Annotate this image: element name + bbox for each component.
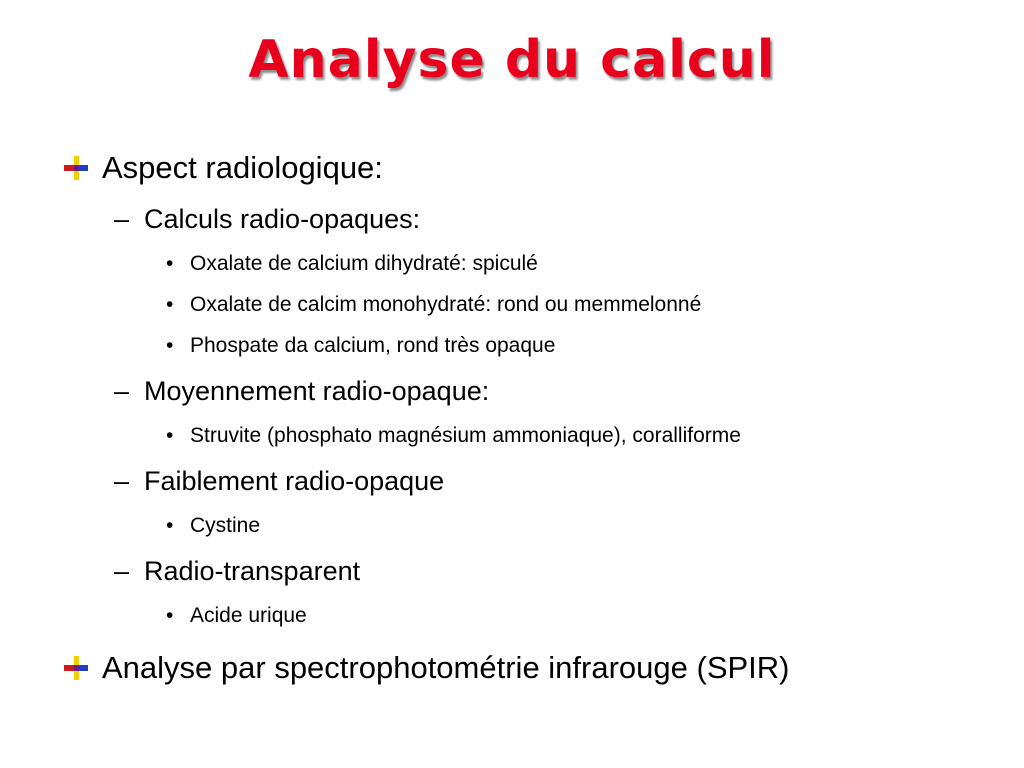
dash-marker: – xyxy=(114,466,130,496)
dot-marker: • xyxy=(166,424,174,447)
dash-marker: – xyxy=(114,204,130,234)
cross-bullet-icon xyxy=(62,154,90,182)
detail-item-phospate xyxy=(166,333,555,359)
sub-item-calculs-radio-opaques xyxy=(114,203,420,235)
bullet-analyse-spir xyxy=(62,650,790,686)
detail-item-oxalate-monohydrate xyxy=(166,292,701,318)
slide-title: Analyse du calcul xyxy=(248,30,776,90)
detail-text: Cystine xyxy=(190,514,261,537)
detail-item-struvite xyxy=(166,423,741,449)
dot-marker: • xyxy=(166,604,174,627)
detail-item-acide-urique xyxy=(166,603,307,629)
sub-item-faiblement-radio-opaque xyxy=(114,465,444,497)
dash-marker: – xyxy=(114,376,130,406)
dot-marker: • xyxy=(166,252,174,275)
detail-item-oxalate-dihydrate xyxy=(166,251,538,277)
detail-text: Oxalate de calcium dihydraté: spiculé xyxy=(190,252,538,275)
detail-text: Struvite (phosphato magnésium ammoniaque), coralliforme xyxy=(190,424,741,447)
detail-text: Oxalate de calcim monohydraté: rond ou memmelonné xyxy=(190,293,702,316)
sub-item-radio-transparent xyxy=(114,555,360,587)
cross-bullet-icon xyxy=(62,654,90,682)
detail-text: Acide urique xyxy=(190,604,307,627)
sub-item-text: Radio-transparent xyxy=(144,556,361,586)
bullet-text: Aspect radiologique: xyxy=(102,150,383,185)
dot-marker: • xyxy=(166,293,174,316)
sub-item-text: Faiblement radio-opaque xyxy=(144,466,445,496)
detail-item-cystine xyxy=(166,513,260,539)
dash-marker: – xyxy=(114,556,130,586)
detail-text: Phospate da calcium, rond très opaque xyxy=(190,334,556,357)
sub-item-moyennement-radio-opaque xyxy=(114,375,489,407)
dot-marker: • xyxy=(166,514,174,537)
bullet-text: Analyse par spectrophotométrie infrarouge (SPIR) xyxy=(102,650,790,685)
bullet-aspect-radiologique xyxy=(62,150,383,186)
dot-marker: • xyxy=(166,334,174,357)
sub-item-text: Calculs radio-opaques: xyxy=(144,204,421,234)
sub-item-text: Moyennement radio-opaque: xyxy=(144,376,490,406)
